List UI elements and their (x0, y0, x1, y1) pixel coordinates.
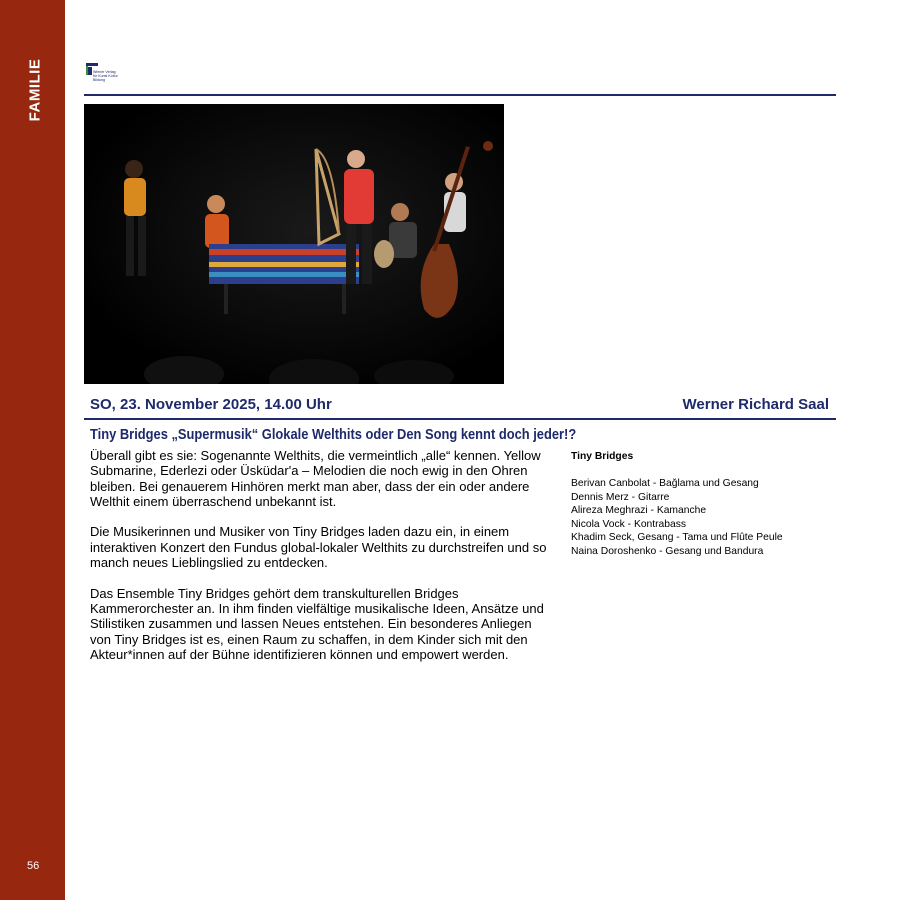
cast-member: Khadim Seck, Gesang - Tama und Flûte Peule (571, 532, 783, 543)
cast-member: Berivan Canbolat - Bağlama und Gesang (571, 478, 759, 489)
description-paragraph: Die Musikerinnen und Musiker von Tiny Bridges laden dazu ein, in einem interaktiven Konzert den Fundus global-lokaler Welthits zu durchstreifen und so manch neues Lieblingslied zu entdecken. (90, 524, 547, 571)
logo-line: Bildung (93, 78, 105, 82)
cast-member: Dennis Merz - Gitarre (571, 491, 670, 503)
cast-member: Nicola Vock - Kontrabass (571, 518, 687, 530)
description-paragraph: Überall gibt es sie: Sogenannte Welthits, die vermeintlich „alle“ kennen. Yellow Submarine, Ederlezi oder Üsküdar'a – Melodien die noch ewig in den Ohren bleiben. Bei genauerem Hinhören merkt man aber, dass der ein oder andere Welthit einem überraschend unbekannt ist. (90, 448, 541, 509)
event-venue: Werner Richard Saal (682, 396, 829, 413)
logo-line: Wiener Verlag (93, 70, 116, 74)
publisher-logo (86, 63, 131, 87)
page-number: 56 (27, 860, 40, 872)
event-title: Tiny Bridges „Supermusik“ Glokale Welthits oder Den Song kennt doch jeder!? (90, 426, 577, 443)
cast-title: Tiny Bridges (571, 451, 634, 462)
description-paragraph: Das Ensemble Tiny Bridges gehört dem transkulturellen Bridges Kammerorchester an. In ihm finden vielfältige musikalische Ideen, Ansätze und Stilistiken zusammen und lassen Neues entstehen. Ein besonderes Anliegen von Tiny Bridges ist es, einen Raum zu schaffen, in dem Kinder sich mit den Akteur*innen auf der Bühne identifizieren können und empowert werden. (90, 585, 544, 662)
cast-list (571, 450, 831, 558)
section-label: FAMILIE (26, 58, 44, 122)
title-divider (84, 418, 836, 420)
cast-member: Alireza Meghrazi - Kamanche (571, 505, 707, 516)
event-date: SO, 23. November 2025, 14.00 Uhr (90, 396, 332, 413)
header-divider (84, 94, 836, 96)
event-description (90, 448, 550, 677)
section-sidebar (0, 0, 65, 900)
cast-member: Naina Doroshenko - Gesang und Bandura (571, 545, 764, 557)
logo-line: für Kunst Kultur (93, 74, 118, 78)
concert-photo (84, 104, 504, 384)
